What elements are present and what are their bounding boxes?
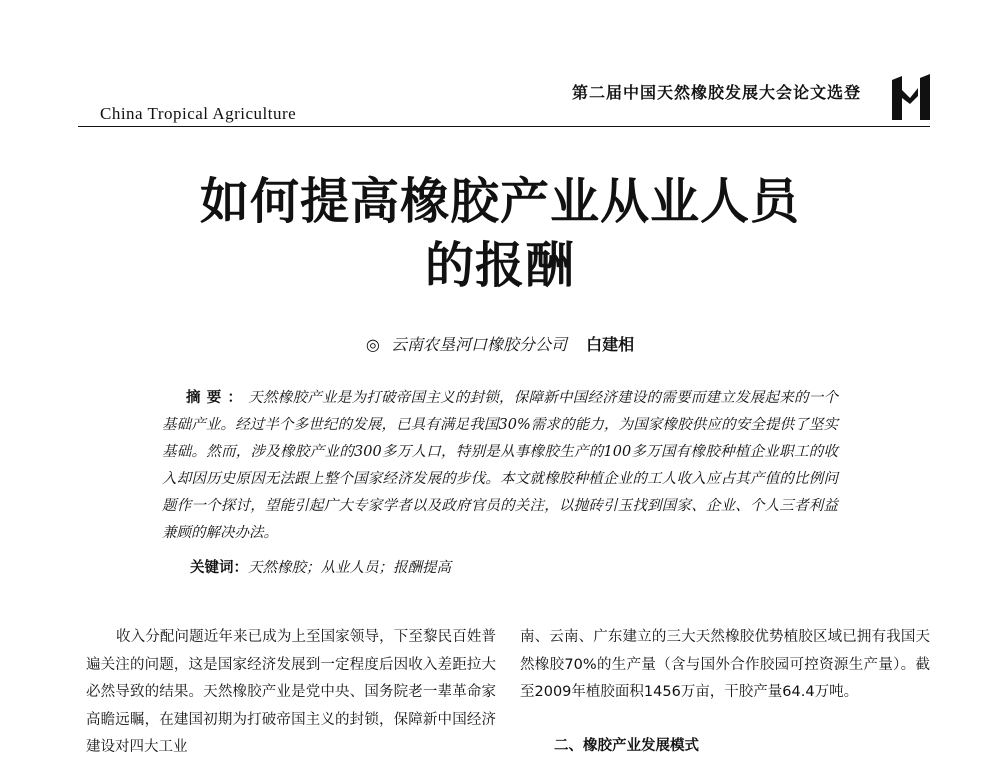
byline bbox=[0, 332, 1000, 355]
author-name: 白建相 bbox=[586, 335, 635, 354]
header-rule bbox=[78, 126, 930, 127]
keywords-text: 天然橡胶；从业人员；报酬提高 bbox=[248, 560, 451, 576]
title-line-1: 如何提高橡胶产业从业人员 bbox=[199, 173, 800, 230]
section-heading: 二、橡胶产业发展模式 bbox=[554, 738, 699, 754]
keywords bbox=[190, 556, 830, 577]
keywords-label: 关键词： bbox=[190, 559, 248, 576]
journal-name-english: China Tropical Agriculture bbox=[100, 104, 297, 123]
article-title bbox=[0, 170, 1000, 298]
body-column-right: 南、云南、广东建立的三大天然橡胶优势植胶区域已拥有我国天然橡胶70%的生产量（含与国外合作胶园可控资源生产量）。截至2009年植胶面积1456万亩，干胶产量64.4万吨。 bbox=[520, 629, 930, 700]
journal-series-title: 第二届中国天然橡胶发展大会论文选登 bbox=[572, 83, 862, 102]
journal-logo-icon bbox=[888, 74, 934, 124]
abstract-label: 摘要： bbox=[186, 389, 249, 406]
author-marker: ◎ bbox=[365, 335, 380, 354]
abstract bbox=[162, 384, 838, 547]
body-column-left: 收入分配问题近年来已成为上至国家领导，下至黎民百姓普遍关注的问题，这是国家经济发展到一定程度后因收入差距拉大必然导致的结果。天然橡胶产业是党中央、国务院老一辈革命家高瞻远瞩，在建国初期为打破帝国主义的封锁，保障新中国经济建设对四大工业 bbox=[86, 629, 496, 755]
title-line-2: 的报酬 bbox=[424, 237, 575, 294]
author-affiliation: 云南农垦河口橡胶分公司 bbox=[390, 335, 567, 354]
abstract-text: 天然橡胶产业是为打破帝国主义的封锁，保障新中国经济建设的需要而建立发展起来的一个基础产业。经过半个多世纪的发展，已具有满足我国30%需求的能力，为国家橡胶供应的安全提供了坚实基础。然而，涉及橡胶产业的300多万人口，特别是从事橡胶生产的100多万国有橡胶种植企业职工的收入却因历史原因无法跟上整个国家经济发展的步伐。本文就橡胶种植企业的工人收入应占其产值的比例问题作一个探讨，望能引起广大专家学者以及政府官员的关注，以抛砖引玉找到国家、企业、个人三者利益兼顾的解决办法。 bbox=[162, 390, 838, 541]
